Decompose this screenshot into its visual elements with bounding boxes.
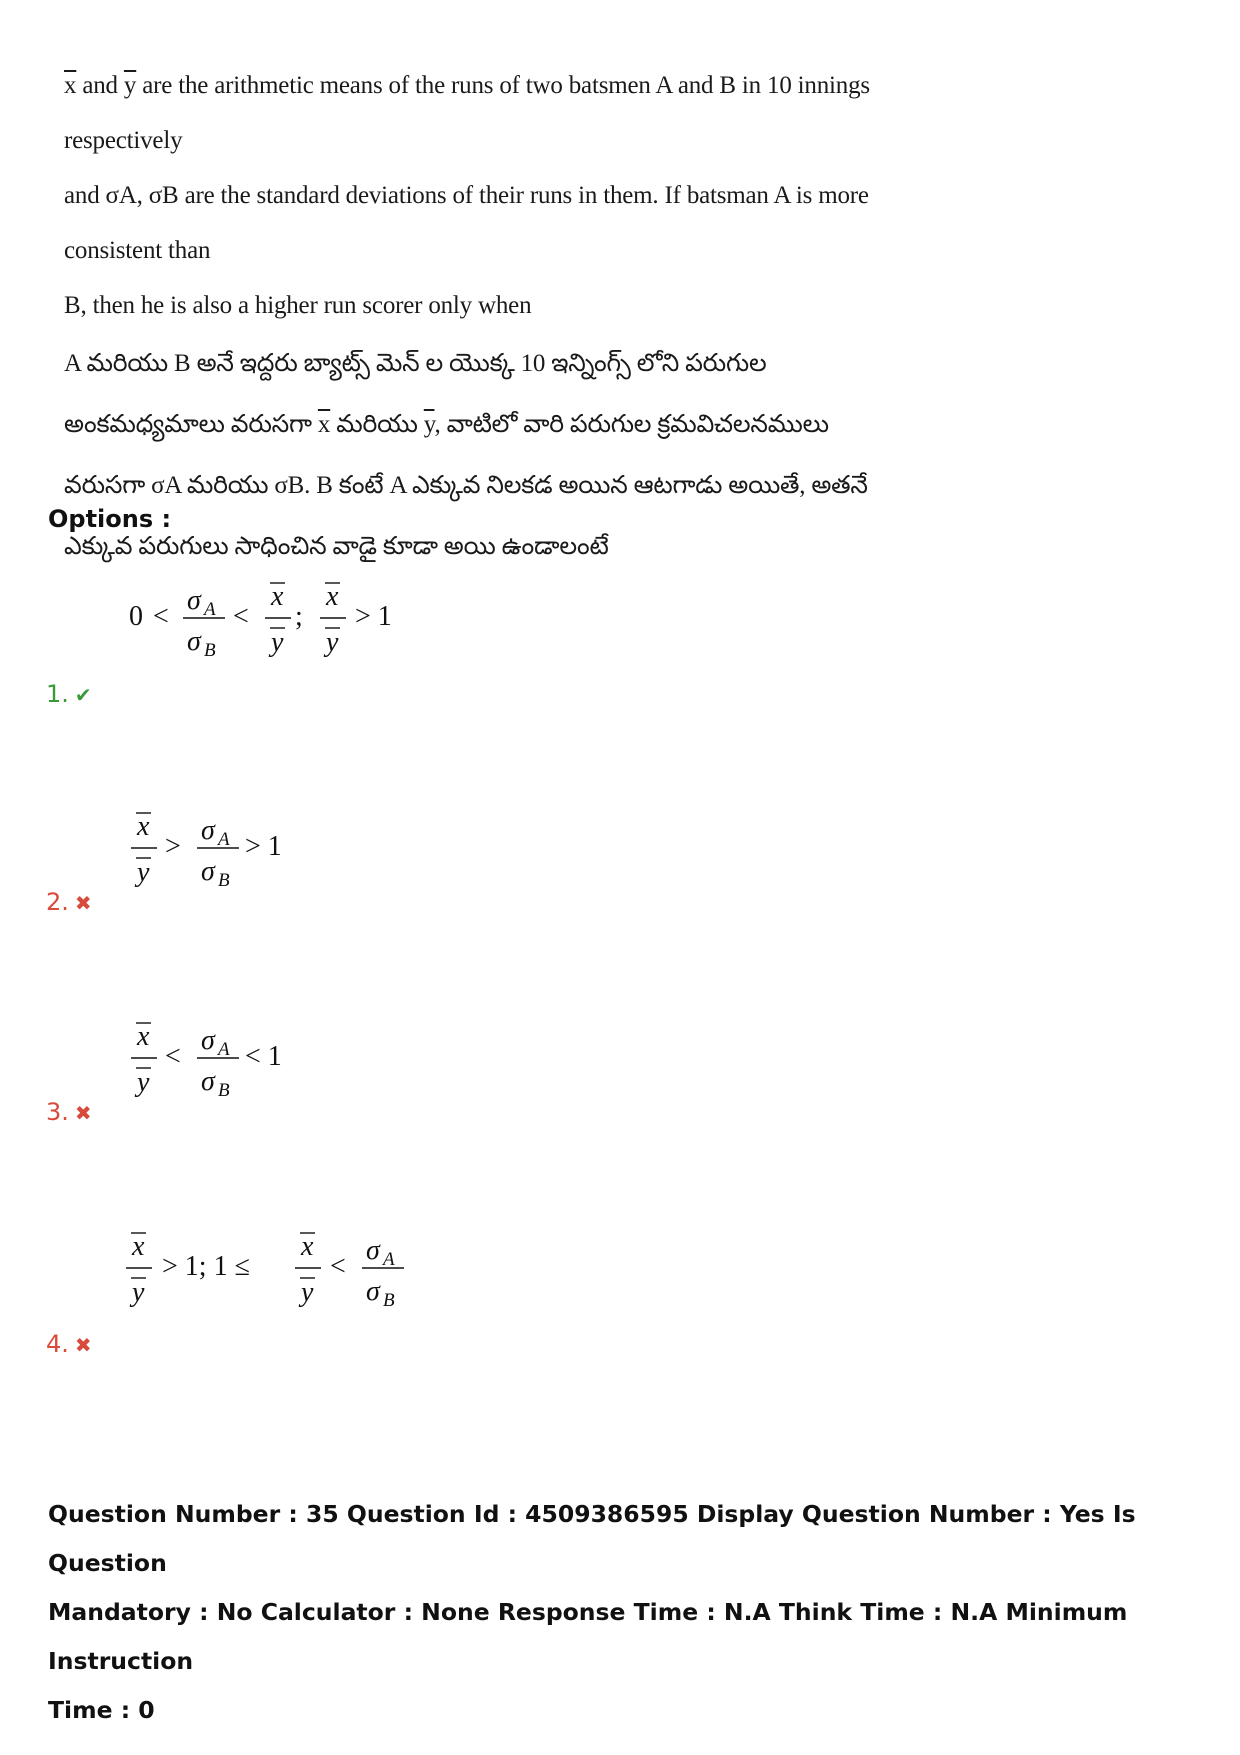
svg-text:σ: σ xyxy=(201,1066,215,1097)
svg-text:x: x xyxy=(271,581,284,612)
question-metadata xyxy=(48,1490,1208,1735)
svg-text:B: B xyxy=(218,870,230,891)
svg-text:0: 0 xyxy=(129,601,143,632)
metadata-line-2: Mandatory : No Calculator : None Response Time : N.A Think Time : N.A Minimum Instruction xyxy=(48,1598,1128,1675)
svg-text:y: y xyxy=(301,1277,314,1308)
svg-text:< 1: < 1 xyxy=(245,1041,282,1072)
option-2-number: 2. ✖ xyxy=(46,888,92,916)
svg-text:x: x xyxy=(301,1231,314,1262)
question-english-line-2: and σA, σB are the standard deviations of their runs in them. If batsman A is more consistent than xyxy=(64,182,869,264)
x-bar: $\overline{x}$ xyxy=(64,72,77,99)
svg-text:y: y xyxy=(326,627,339,658)
svg-text:B: B xyxy=(218,1080,230,1101)
svg-text:<: < xyxy=(165,1041,181,1072)
svg-text:x: x xyxy=(137,1021,150,1052)
question-english-line-3: B, then he is also a higher run scorer only when xyxy=(64,292,532,319)
svg-text:> 1: > 1 xyxy=(355,601,392,632)
svg-text:;: ; xyxy=(295,601,303,632)
option-3-number: 3. ✖ xyxy=(46,1098,92,1126)
option-3-formula xyxy=(125,1015,345,1109)
option-2-formula xyxy=(125,805,345,899)
option-1-formula xyxy=(125,575,425,669)
svg-text:σ: σ xyxy=(366,1235,380,1266)
svg-text:σ: σ xyxy=(187,626,201,657)
svg-text:A: A xyxy=(218,1039,230,1060)
option-4-formula xyxy=(120,1225,440,1319)
svg-text:<: < xyxy=(330,1251,346,1282)
svg-text:A: A xyxy=(218,829,230,850)
svg-text:σ: σ xyxy=(201,856,215,887)
metadata-line-3: Time : 0 xyxy=(48,1696,155,1724)
svg-text:y: y xyxy=(137,1067,150,1098)
option-1[interactable] xyxy=(0,575,1240,715)
svg-text:>: > xyxy=(165,831,181,862)
svg-text:σ: σ xyxy=(201,1025,215,1056)
svg-text:> 1: > 1 xyxy=(245,831,282,862)
svg-text:B: B xyxy=(383,1290,395,1311)
option-2[interactable] xyxy=(0,805,1240,925)
y-bar: $\overline{y}$ xyxy=(123,72,137,99)
question-text xyxy=(64,58,924,577)
svg-text:A: A xyxy=(383,1249,395,1270)
question-telugu-line-1: A మరియు B అనే ఇద్దరు బ్యాట్స్ మెన్ ల యొక్క 10 ఇన్నింగ్స్ లోని పరుగుల xyxy=(64,350,767,377)
question-telugu-line-3: వరుసగా σA మరియు σB. B కంటే A ఎక్కువ నిలకడ అయిన ఆటగాడు అయితే, అతనే xyxy=(64,472,868,499)
svg-text:x: x xyxy=(137,811,150,842)
metadata-line-1: Question Number : 35 Question Id : 4509386595 Display Question Number : Yes Is Question xyxy=(48,1500,1136,1577)
svg-text:σ: σ xyxy=(366,1276,380,1307)
svg-text:<: < xyxy=(233,601,249,632)
svg-text:> 1; 1 ≤: > 1; 1 ≤ xyxy=(162,1251,250,1282)
check-icon: ✔ xyxy=(74,683,92,707)
svg-text:A: A xyxy=(204,599,216,620)
question-telugu-line-2: అంకమధ్యమాలు వరుసగా $\overline{x}$ మరియు $\overline{y}$, వాటిలో వారి పరుగుల క్రమవిచలనములు xyxy=(64,411,829,438)
svg-text:x: x xyxy=(326,581,339,612)
question-english-line-1: $\overline{x}$ and $\overline{y}$ are the arithmetic means of the runs of two batsmen A and B in 10 innings respectively xyxy=(64,72,870,154)
option-4-number: 4. ✖ xyxy=(46,1330,92,1358)
svg-text:σ: σ xyxy=(187,585,201,616)
svg-text:σ: σ xyxy=(201,815,215,846)
cross-icon: ✖ xyxy=(74,1101,92,1125)
option-4[interactable] xyxy=(0,1225,1240,1365)
svg-text:B: B xyxy=(204,640,216,661)
svg-text:x: x xyxy=(132,1231,145,1262)
options-heading: Options : xyxy=(48,505,172,533)
svg-text:<: < xyxy=(153,601,169,632)
question-telugu-line-4: ఎక్కువ పరుగులు సాధించిన వాడై కూడా అయి ఉండాలంటే xyxy=(64,533,609,560)
svg-text:y: y xyxy=(132,1277,145,1308)
cross-icon: ✖ xyxy=(74,1333,92,1357)
cross-icon: ✖ xyxy=(74,891,92,915)
svg-text:y: y xyxy=(271,627,284,658)
option-1-number: 1. ✔ xyxy=(46,680,92,708)
option-3[interactable] xyxy=(0,1015,1240,1135)
svg-text:y: y xyxy=(137,857,150,888)
